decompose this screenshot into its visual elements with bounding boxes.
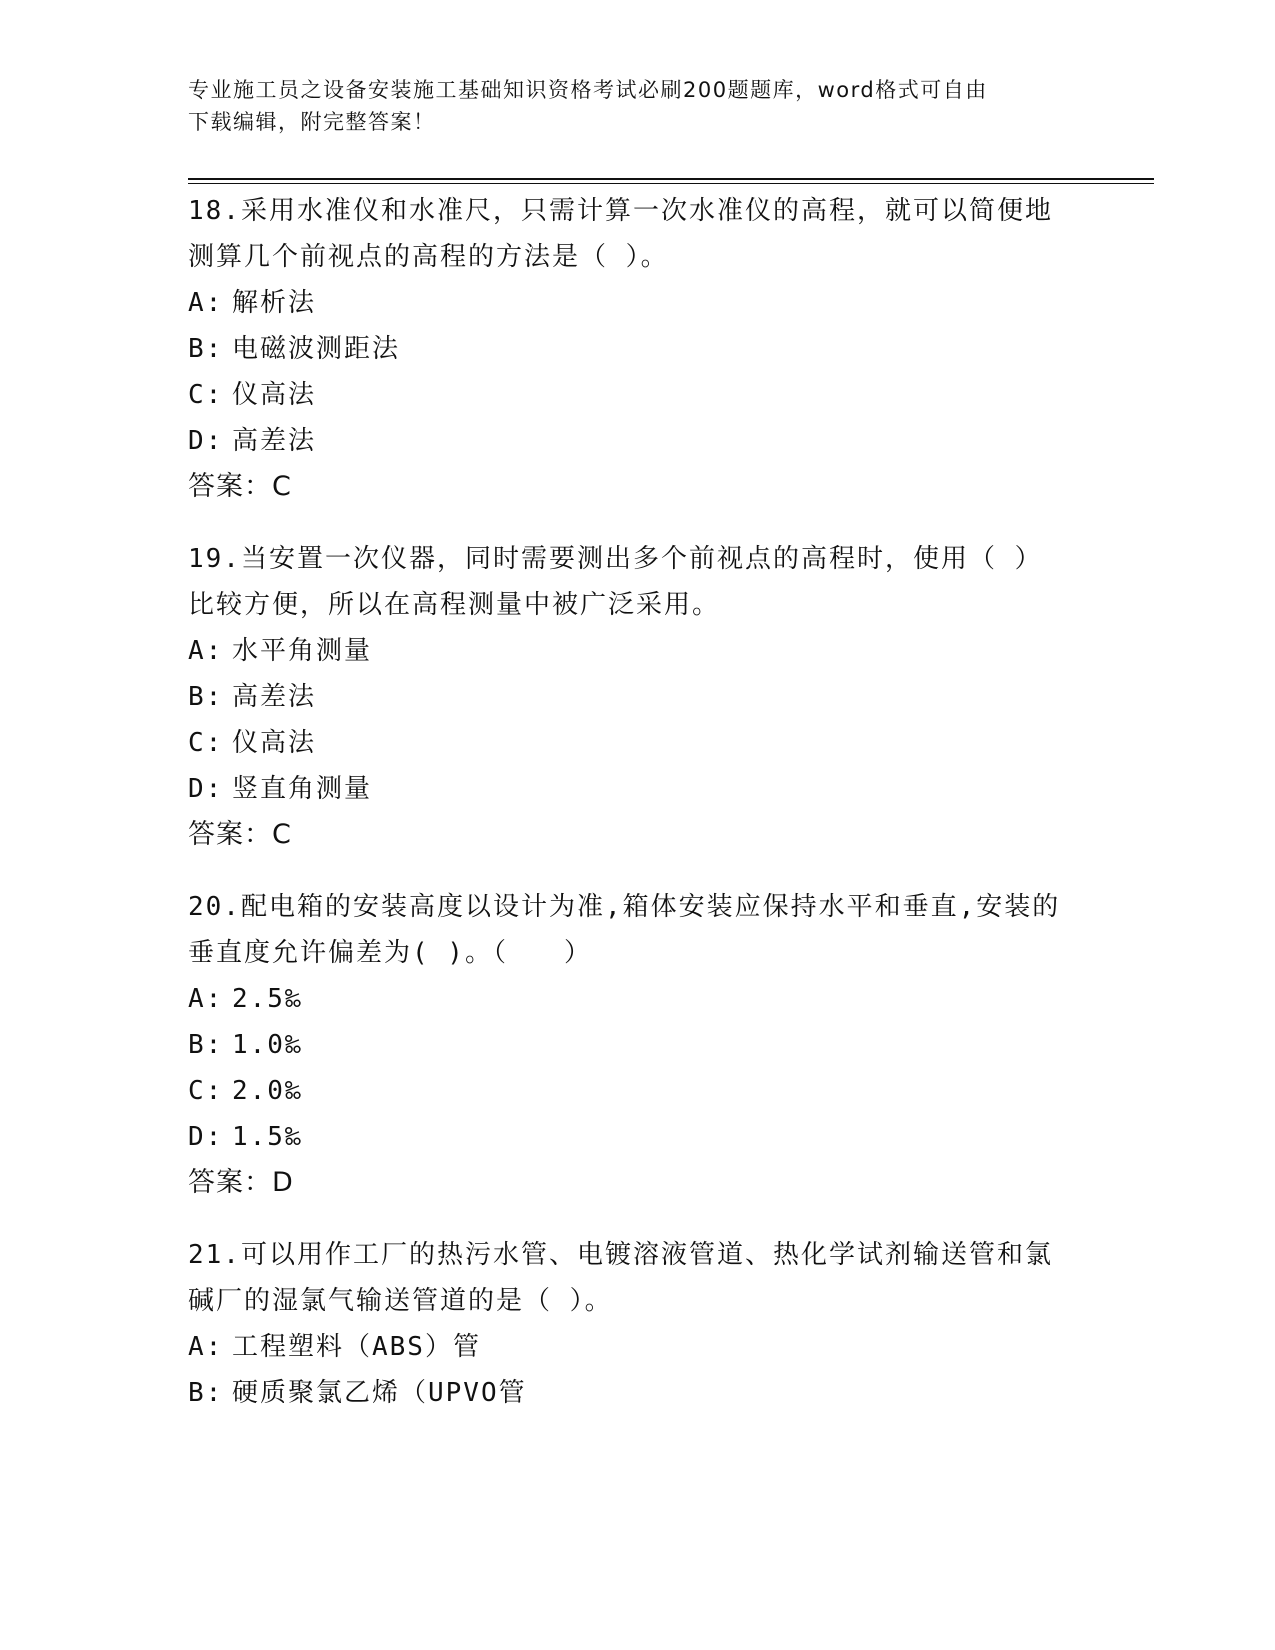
option-a [188,976,1088,1022]
question-stem-line-1: 18.采用水准仪和水准尺，只需计算一次水准仪的高程，就可以简便地 [188,196,1053,226]
question-stem-line-1: 19.当安置一次仪器，同时需要测出多个前视点的高程时，使用（ ） [188,544,1043,574]
question-18 [188,188,1088,510]
question-stem-line-2: 比较方便，所以在高程测量中被广泛采用。 [188,590,721,620]
option-key: D: [188,1122,224,1152]
option-key: B: [188,1030,224,1060]
option-text: 硬质聚氯乙烯（UPVO管 [232,1378,527,1408]
option-b [188,326,1088,372]
option-key: C: [188,1076,224,1106]
option-a [188,628,1088,674]
header-divider-thin [188,183,1154,184]
option-text: 2.0‰ [232,1076,303,1106]
option-b [188,1022,1088,1068]
option-c [188,372,1088,418]
answer-line: 答案：D [188,1167,294,1198]
header-line-1: 专业施工员之设备安装施工基础知识资格考试必刷200题题库，word格式可自由 [188,78,988,102]
option-key: A: [188,984,224,1014]
header-divider-thick [188,178,1154,180]
option-key: D: [188,774,224,804]
question-stem-line-2: 测算几个前视点的高程的方法是（ ）。 [188,242,669,272]
option-key: A: [188,1332,224,1362]
option-d [188,766,1088,812]
option-a [188,280,1088,326]
option-key: B: [188,1378,224,1408]
question-stem-line-2: 垂直度允许偏差为( )。（ ） [188,938,592,968]
option-key: B: [188,682,224,712]
question-list [188,188,1088,1442]
option-c [188,720,1088,766]
option-text: 水平角测量 [232,636,373,666]
question-stem-line-1: 20.配电箱的安装高度以设计为准,箱体安装应保持水平和垂直,安装的 [188,892,1061,922]
answer-line: 答案：C [188,819,292,850]
document-header [188,74,1068,138]
option-key: C: [188,728,224,758]
option-text: 2.5‰ [232,984,303,1014]
option-b [188,674,1088,720]
question-21 [188,1232,1088,1416]
option-key: C: [188,380,224,410]
option-text: 工程塑料（ABS）管 [232,1332,481,1362]
answer-line: 答案：C [188,471,292,502]
option-text: 高差法 [232,682,317,712]
option-c [188,1068,1088,1114]
option-key: A: [188,636,224,666]
option-key: B: [188,334,224,364]
option-d [188,418,1088,464]
question-20 [188,884,1088,1206]
option-text: 仪高法 [232,728,317,758]
question-stem-line-1: 21.可以用作工厂的热污水管、电镀溶液管道、热化学试剂输送管和氯 [188,1240,1053,1270]
option-text: 仪高法 [232,380,317,410]
option-key: A: [188,288,224,318]
option-text: 1.5‰ [232,1122,303,1152]
option-text: 1.0‰ [232,1030,303,1060]
option-d [188,1114,1088,1160]
question-19 [188,536,1088,858]
header-line-2: 下载编辑，附完整答案！ [188,110,436,134]
option-text: 解析法 [232,288,317,318]
option-text: 竖直角测量 [232,774,373,804]
question-stem-line-2: 碱厂的湿氯气输送管道的是（ ）。 [188,1286,613,1316]
option-b [188,1370,1088,1416]
option-text: 电磁波测距法 [232,334,401,364]
option-key: D: [188,426,224,456]
option-text: 高差法 [232,426,317,456]
option-a [188,1324,1088,1370]
